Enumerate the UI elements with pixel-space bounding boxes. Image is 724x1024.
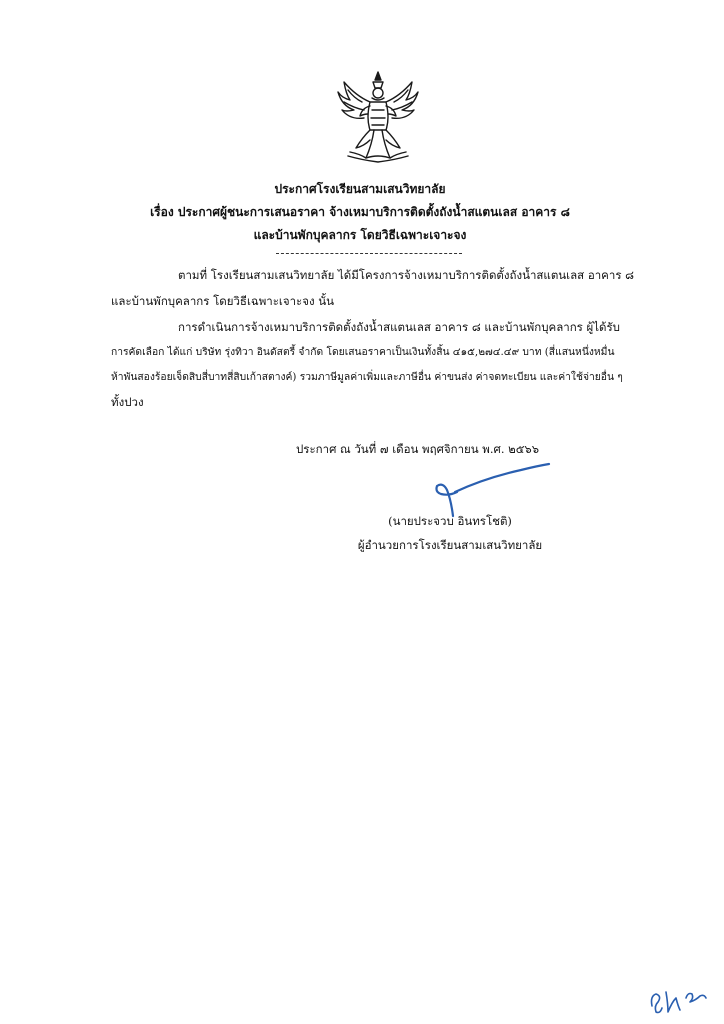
separator-rule — [276, 253, 462, 254]
handwritten-initials — [646, 968, 716, 1018]
announcement-date: ประกาศ ณ วันที่ ๗ เดือน พฤศจิกายน พ.ศ. ๒๕๖๖ — [296, 442, 540, 456]
paragraph-2-line-4: ทั้งปวง — [111, 395, 144, 409]
paragraph-2-line-1: การดำเนินการจ้างเหมาบริการติดตั้งถังน้ำสแตนเลส อาคาร ๘ และบ้านพักบุคลากร ผู้ได้รับ — [178, 320, 620, 334]
paragraph-2-line-3: ห้าพันสองร้อยเจ็ดสิบสี่บาทสี่สิบเก้าสตางค์) รวมภาษีมูลค่าเพิ่มและภาษีอื่น ค่าขนส่ง ค่าจดทะเบียน และค่าใช้จ่ายอื่น ๆ — [111, 371, 623, 383]
garuda-emblem-icon — [336, 68, 420, 164]
subject-line-continued: และบ้านพักบุคลากร โดยวิธีเฉพาะเจาะจง — [253, 228, 467, 242]
signature-mark — [425, 456, 555, 518]
subject-line: เรื่อง ประกาศผู้ชนะการเสนอราคา จ้างเหมาบริการติดตั้งถังน้ำสแตนเลส อาคาร ๘ — [150, 205, 570, 219]
announcement-title: ประกาศโรงเรียนสามเสนวิทยาลัย — [274, 182, 446, 196]
signer-name: (นายประจวบ อินทรโชติ) — [388, 514, 512, 528]
paragraph-1-line-2: และบ้านพักบุคลากร โดยวิธีเฉพาะเจาะจง นั้น — [111, 294, 334, 308]
paragraph-2-line-2: การคัดเลือก ได้แก่ บริษัท รุ่งทิวา อินดัสตรี้ จำกัด โดยเสนอราคาเป็นเงินทั้งสิ้น ๔๑๕,๒๗๔.๔๙ บาท (สี่แสนหนึ่งหมื่น — [111, 346, 615, 358]
paragraph-1-line-1: ตามที่ โรงเรียนสามเสนวิทยาลัย ได้มีโครงการจ้างเหมาบริการติดตั้งถังน้ำสแตนเลส อาคาร ๘ — [178, 268, 635, 282]
signer-position: ผู้อำนวยการโรงเรียนสามเสนวิทยาลัย — [357, 538, 543, 552]
